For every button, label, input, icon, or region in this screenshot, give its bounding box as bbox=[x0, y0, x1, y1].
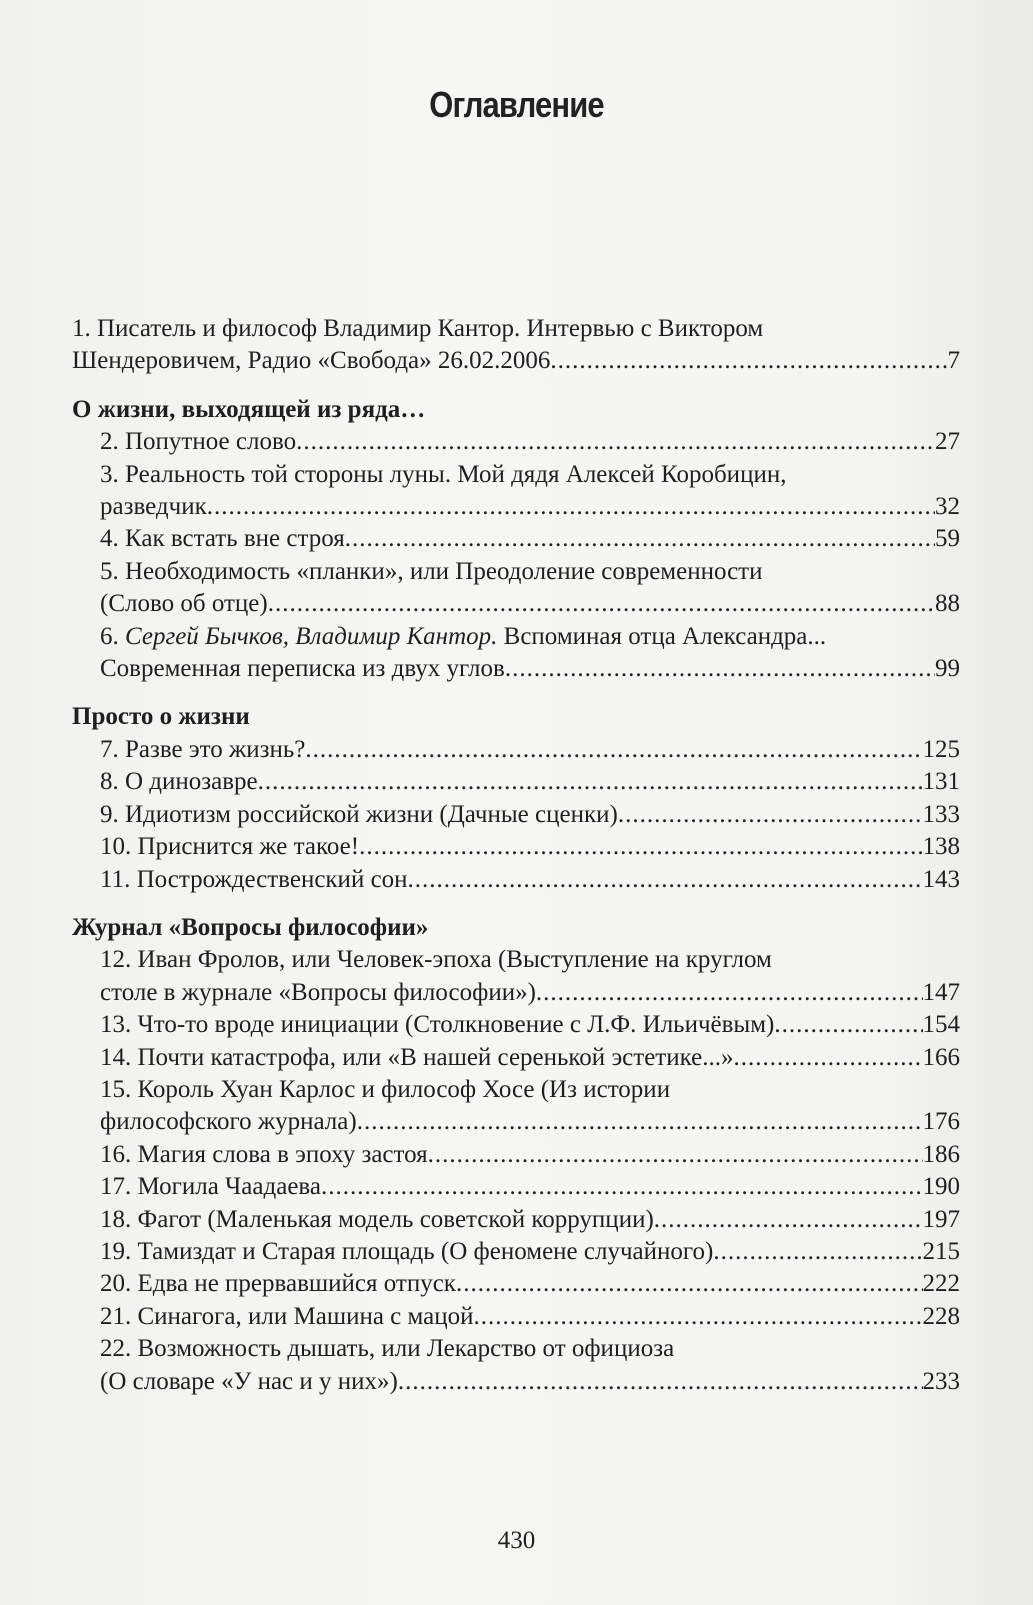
toc-entry-text: 21. Синагога, или Машина с мацой bbox=[100, 1302, 474, 1330]
dot-leader bbox=[207, 491, 935, 523]
dot-leader bbox=[550, 345, 947, 377]
toc-page-number: 154 bbox=[922, 1011, 960, 1039]
toc-entry-text: Современная переписка из двух углов bbox=[100, 655, 505, 683]
toc-entry-leader bbox=[100, 977, 960, 1009]
toc-entry-leader bbox=[100, 1268, 960, 1300]
toc-entry-intro bbox=[72, 313, 960, 378]
toc-section-heading: Просто о жизни bbox=[72, 703, 250, 731]
toc-entry-leader bbox=[100, 1171, 960, 1203]
toc-entry-text: (Слово об отце) bbox=[100, 590, 268, 618]
toc-entry-text: разведчик bbox=[100, 493, 207, 521]
toc-entry-text: 7. Разве это жизнь? bbox=[100, 735, 306, 763]
toc-entry-text: 4. Как встать вне строя bbox=[100, 525, 345, 553]
page-title: Оглавление bbox=[429, 84, 604, 125]
toc-page-number: 176 bbox=[922, 1108, 960, 1136]
toc-entry-leader bbox=[100, 799, 960, 831]
toc-entry bbox=[72, 831, 960, 863]
toc-page-number: 233 bbox=[922, 1367, 960, 1395]
toc-entry bbox=[72, 1009, 960, 1041]
toc-page-number: 7 bbox=[947, 347, 960, 375]
toc-entry bbox=[72, 426, 960, 458]
toc-page-number: 222 bbox=[922, 1270, 960, 1298]
toc-page-number: 215 bbox=[922, 1237, 960, 1265]
toc-entry-text: 19. Тамиздат и Старая площадь (О феномене случайного) bbox=[100, 1237, 714, 1265]
toc-entry-leader bbox=[100, 1366, 960, 1398]
toc-page-number: 99 bbox=[935, 655, 960, 683]
toc-entry-leader bbox=[100, 766, 960, 798]
toc-entry-leader bbox=[100, 588, 960, 620]
toc-entry-number: 6. bbox=[100, 622, 125, 650]
toc-page-number: 138 bbox=[922, 833, 960, 861]
dot-leader bbox=[258, 766, 923, 798]
toc-entry-leader bbox=[100, 653, 960, 685]
dot-leader bbox=[305, 734, 922, 766]
toc-entry-text: 11. Построждественский сон bbox=[100, 865, 408, 893]
toc-entry bbox=[72, 766, 960, 798]
toc-entry-text: (О словаре «У нас и у них») bbox=[100, 1367, 398, 1395]
toc-entry bbox=[72, 523, 960, 555]
toc-entry-leader bbox=[100, 1301, 960, 1333]
toc-entry bbox=[72, 864, 960, 896]
toc-entry-leader bbox=[100, 1204, 960, 1236]
dot-leader bbox=[398, 1366, 923, 1398]
toc-entry-text: 2. Попутное слово bbox=[100, 428, 297, 456]
toc-entry-author: Сергей Бычков, Владимир Кантор. bbox=[125, 622, 498, 650]
toc-entry-leader bbox=[72, 345, 960, 377]
toc-page-number: 186 bbox=[922, 1140, 960, 1168]
toc-entry-text: 9. Идиотизм российской жизни (Дачные сценки) bbox=[100, 800, 618, 828]
toc-entry-leader bbox=[100, 1236, 960, 1268]
toc-entry bbox=[72, 1139, 960, 1171]
toc-entry bbox=[72, 734, 960, 766]
toc-page-number: 133 bbox=[922, 800, 960, 828]
toc-entry-text: 8. О динозавре bbox=[100, 768, 258, 796]
toc-page-number: 32 bbox=[935, 493, 960, 521]
toc-entry bbox=[72, 1042, 960, 1074]
toc-page-number: 88 bbox=[935, 590, 960, 618]
toc-entry-leader bbox=[100, 523, 960, 555]
toc-entry bbox=[72, 1074, 960, 1139]
toc-entry-text bbox=[100, 621, 960, 653]
dot-leader bbox=[713, 1236, 922, 1268]
toc-entry-text: столе в журнале «Вопросы философии») bbox=[100, 978, 536, 1006]
toc-entry bbox=[72, 459, 960, 524]
toc-page-number: 125 bbox=[922, 735, 960, 763]
dot-leader bbox=[357, 1106, 923, 1138]
dot-leader bbox=[505, 653, 935, 685]
toc-entry bbox=[72, 1171, 960, 1203]
toc-page-number: 190 bbox=[922, 1173, 960, 1201]
toc-section-heading: Журнал «Вопросы философии» bbox=[72, 913, 429, 941]
toc-entry-text: 15. Король Хуан Карлос и философ Хосе (Из истории bbox=[100, 1075, 671, 1103]
toc-entry-text: 18. Фагот (Маленькая модель советской коррупции) bbox=[100, 1205, 654, 1233]
toc-entry-leader bbox=[100, 1106, 960, 1138]
toc-entry-text: 10. Приснится же такое! bbox=[100, 833, 360, 861]
toc-entry-leader bbox=[100, 426, 960, 458]
page-number-footer: 430 bbox=[497, 1527, 536, 1554]
toc-entry bbox=[72, 1333, 960, 1398]
toc-entry-text: философского журнала) bbox=[100, 1108, 357, 1136]
toc-entry bbox=[72, 799, 960, 831]
toc-section-heading: О жизни, выходящей из ряда… bbox=[72, 395, 426, 423]
toc-entry-text: 1. Писатель и философ Владимир Кантор. Интервью с Виктором bbox=[72, 315, 764, 342]
toc-page-number: 59 bbox=[935, 525, 960, 553]
toc-page-number: 143 bbox=[922, 865, 960, 893]
toc-page-number: 27 bbox=[935, 428, 960, 456]
dot-leader bbox=[733, 1042, 922, 1074]
toc-entry bbox=[72, 1268, 960, 1300]
dot-leader bbox=[456, 1268, 923, 1300]
toc-entry-leader bbox=[100, 1009, 960, 1041]
toc-entry-text: 20. Едва не прервавшийся отпуск bbox=[100, 1270, 456, 1298]
toc-entry bbox=[72, 1236, 960, 1268]
toc-entry-leader bbox=[100, 831, 960, 863]
dot-leader bbox=[428, 1139, 923, 1171]
toc-page-number: 131 bbox=[922, 768, 960, 796]
toc-entry bbox=[72, 1204, 960, 1236]
toc-entry-text: 5. Необходимость «планки», или Преодоление современности bbox=[100, 557, 763, 585]
toc-page-number: 147 bbox=[922, 978, 960, 1006]
dot-leader bbox=[359, 831, 922, 863]
toc-entry-title: Вспоминая отца Александра... bbox=[497, 622, 827, 650]
toc-entry-text: 14. Почти катастрофа, или «В нашей серенькой эстетике...» bbox=[100, 1043, 734, 1071]
toc-entry-text: 12. Иван Фролов, или Человек-эпоха (Выступление на круглом bbox=[100, 946, 772, 974]
toc-page-number: 228 bbox=[922, 1302, 960, 1330]
toc-entry-text: 13. Что-то вроде инициации (Столкновение с Л.Ф. Ильичёвым) bbox=[100, 1011, 775, 1039]
toc-entry-text: 3. Реальность той стороны луны. Мой дядя Алексей Коробицин, bbox=[100, 460, 787, 488]
toc-page-number: 166 bbox=[922, 1043, 960, 1071]
toc-entry-leader bbox=[100, 734, 960, 766]
toc-entry-text: 22. Возможность дышать, или Лекарство от официоза bbox=[100, 1335, 675, 1363]
dot-leader bbox=[321, 1171, 923, 1203]
dot-leader bbox=[774, 1009, 922, 1041]
toc-page-number: 197 bbox=[922, 1205, 960, 1233]
dot-leader bbox=[536, 977, 923, 1009]
dot-leader bbox=[268, 588, 935, 620]
dot-leader bbox=[474, 1301, 923, 1333]
toc-entry bbox=[72, 1301, 960, 1333]
toc-entry-leader bbox=[100, 1042, 960, 1074]
toc-entry-leader bbox=[100, 1139, 960, 1171]
toc-entry-text: 17. Могила Чаадаева bbox=[100, 1173, 321, 1201]
dot-leader bbox=[408, 864, 923, 896]
toc-entry-text: Шендеровичем, Радио «Свобода» 26.02.2006 bbox=[72, 347, 551, 375]
toc-entry-leader bbox=[100, 491, 960, 523]
toc-entry bbox=[72, 944, 960, 1009]
toc-entry-text: 16. Магия слова в эпоху застоя bbox=[100, 1140, 428, 1168]
toc-entry bbox=[72, 621, 960, 686]
toc-entry-leader bbox=[100, 864, 960, 896]
table-of-contents bbox=[72, 313, 960, 1398]
toc-entry bbox=[72, 556, 960, 621]
dot-leader bbox=[654, 1204, 923, 1236]
dot-leader bbox=[345, 523, 935, 555]
dot-leader bbox=[618, 799, 923, 831]
dot-leader bbox=[296, 426, 935, 458]
